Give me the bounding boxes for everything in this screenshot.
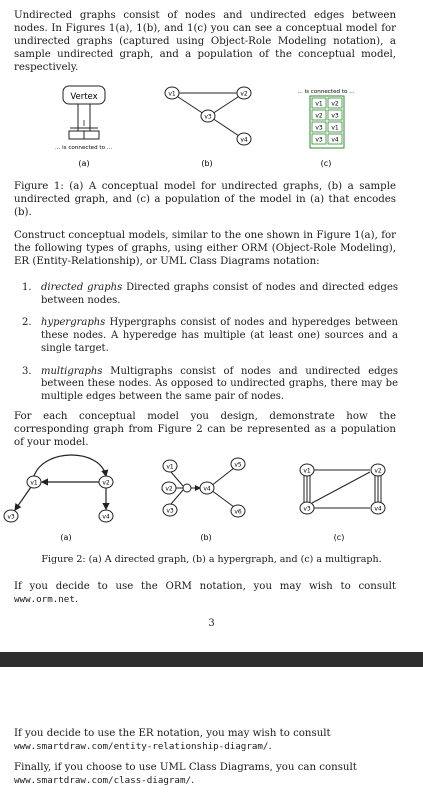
item-text: Directed graphs consist of nodes and directed edges between nodes. bbox=[41, 282, 398, 306]
item-term: hypergraphs bbox=[41, 317, 106, 329]
list-item bbox=[22, 282, 398, 307]
node-label: v3 bbox=[166, 507, 174, 515]
item-number: 1. bbox=[22, 282, 32, 293]
orm-suffix: . bbox=[74, 593, 79, 605]
hyperedge-junction bbox=[183, 484, 191, 492]
item-text: Multigraphs consist of nodes and undirected edges between these nodes. As opposed to undirected graphs, there may be multiple edges between the same pair of nodes. bbox=[41, 365, 398, 402]
fig1-sub-b: (b) bbox=[201, 159, 213, 168]
node-label: v4 bbox=[203, 485, 211, 493]
fig2-sub-a: (a) bbox=[60, 533, 72, 542]
node-label: v5 bbox=[234, 461, 242, 469]
fig1-sub-a: (a) bbox=[78, 159, 90, 168]
node-label: v6 bbox=[234, 508, 242, 516]
orm-text: If you decide to use the ORM notation, you may wish to consult bbox=[14, 581, 396, 592]
fig2b-hypergraph bbox=[162, 458, 245, 542]
population-header: ... is connected to ... bbox=[297, 89, 355, 95]
uml-link[interactable]: www.smartdraw.com/class-diagram/ bbox=[14, 774, 192, 786]
demonstrate-paragraph: For each conceptual model you design, demonstrate how the corresponding graph from Figure 2 can be represented as a population of your model. bbox=[14, 411, 396, 448]
node-label: v1 bbox=[30, 479, 38, 487]
list-item bbox=[22, 366, 398, 404]
item-number: 2. bbox=[22, 317, 32, 329]
uml-paragraph bbox=[14, 762, 396, 788]
pop-value: v2 bbox=[331, 100, 339, 108]
fig2-sub-c: (c) bbox=[333, 533, 345, 542]
uml-suffix: . bbox=[191, 774, 195, 786]
node-label: v3 bbox=[204, 113, 212, 121]
node-label: v3 bbox=[303, 505, 311, 513]
fig1c-population-table bbox=[297, 89, 354, 168]
pop-value: v2 bbox=[315, 112, 323, 120]
item-number: 3. bbox=[22, 365, 32, 377]
node-label: v4 bbox=[240, 136, 248, 144]
role-label: ... is connected to ... bbox=[55, 145, 113, 151]
page-break-bar bbox=[0, 652, 423, 667]
pop-value: v3 bbox=[331, 112, 339, 120]
item-text: Hypergraphs consist of nodes and hyperedges between these nodes. A hyperedge has multiple (at least one) sources and a single target. bbox=[41, 317, 398, 354]
node-label: v1 bbox=[303, 467, 311, 475]
er-text: If you decide to use the ER notation, you may wish to consult bbox=[14, 728, 331, 739]
node-label: v4 bbox=[374, 505, 382, 513]
figure-1-caption: Figure 1: (a) A conceptual model for undirected graphs, (b) a sample undirected graph, and (c) a population of the model in (a) that encodes (b). bbox=[14, 181, 396, 218]
list-item bbox=[22, 317, 398, 355]
node-label: v2 bbox=[240, 90, 248, 98]
node-label: v2 bbox=[102, 479, 110, 487]
pop-value: v3 bbox=[315, 136, 323, 144]
fig1-sub-c: (c) bbox=[320, 159, 332, 168]
fig2c-multigraph bbox=[300, 464, 385, 542]
item-term: directed graphs bbox=[41, 282, 123, 293]
node-label: v1 bbox=[166, 463, 174, 471]
er-suffix: . bbox=[268, 740, 272, 752]
intro-paragraph: Undirected graphs consist of nodes and undirected edges between nodes. In Figures 1(a), 1(b), and 1(c) you can see a conceptual model for undirected graphs (captured using Object-Role Modeling notation), a sample undirected graph, and a population of the conceptual model, respectively. bbox=[14, 10, 396, 73]
page-number: 3 bbox=[208, 618, 215, 629]
fig1b-sample-graph bbox=[165, 87, 251, 168]
figure-1 bbox=[0, 80, 423, 180]
pop-value: v3 bbox=[315, 124, 323, 132]
pop-value: v1 bbox=[315, 100, 323, 108]
node-label: v2 bbox=[165, 485, 173, 493]
task-paragraph: Construct conceptual models, similar to the one shown in Figure 1(a), for the following types of graphs, using either ORM (Object-Role Modeling), ER (Entity-Relationship), or UML Class Diagrams notation: bbox=[14, 230, 396, 267]
graph-types-list bbox=[22, 282, 398, 414]
pop-value: v1 bbox=[331, 124, 339, 132]
node-label: v1 bbox=[168, 90, 176, 98]
fig1a-orm-model bbox=[55, 86, 112, 168]
figure-2-caption: Figure 2: (a) A directed graph, (b) a hypergraph, and (c) a multigraph. bbox=[41, 554, 382, 565]
node-label: v3 bbox=[7, 513, 15, 521]
node-label: v2 bbox=[374, 467, 382, 475]
item-term: multigraphs bbox=[41, 365, 103, 377]
orm-paragraph bbox=[14, 581, 396, 607]
node-label: v4 bbox=[102, 513, 110, 521]
orm-link[interactable]: www.orm.net bbox=[14, 593, 75, 605]
er-link[interactable]: www.smartdraw.com/entity-relationship-diagram/ bbox=[14, 740, 269, 752]
fig2-sub-b: (b) bbox=[200, 533, 212, 542]
fig2a-directed-graph bbox=[4, 455, 113, 542]
pop-value: v4 bbox=[331, 136, 339, 144]
figure-2 bbox=[0, 452, 423, 552]
uml-text: Finally, if you choose to use UML Class Diagrams, you can consult bbox=[14, 762, 357, 773]
er-paragraph bbox=[14, 728, 396, 754]
vertex-entity-label: Vertex bbox=[70, 92, 98, 102]
